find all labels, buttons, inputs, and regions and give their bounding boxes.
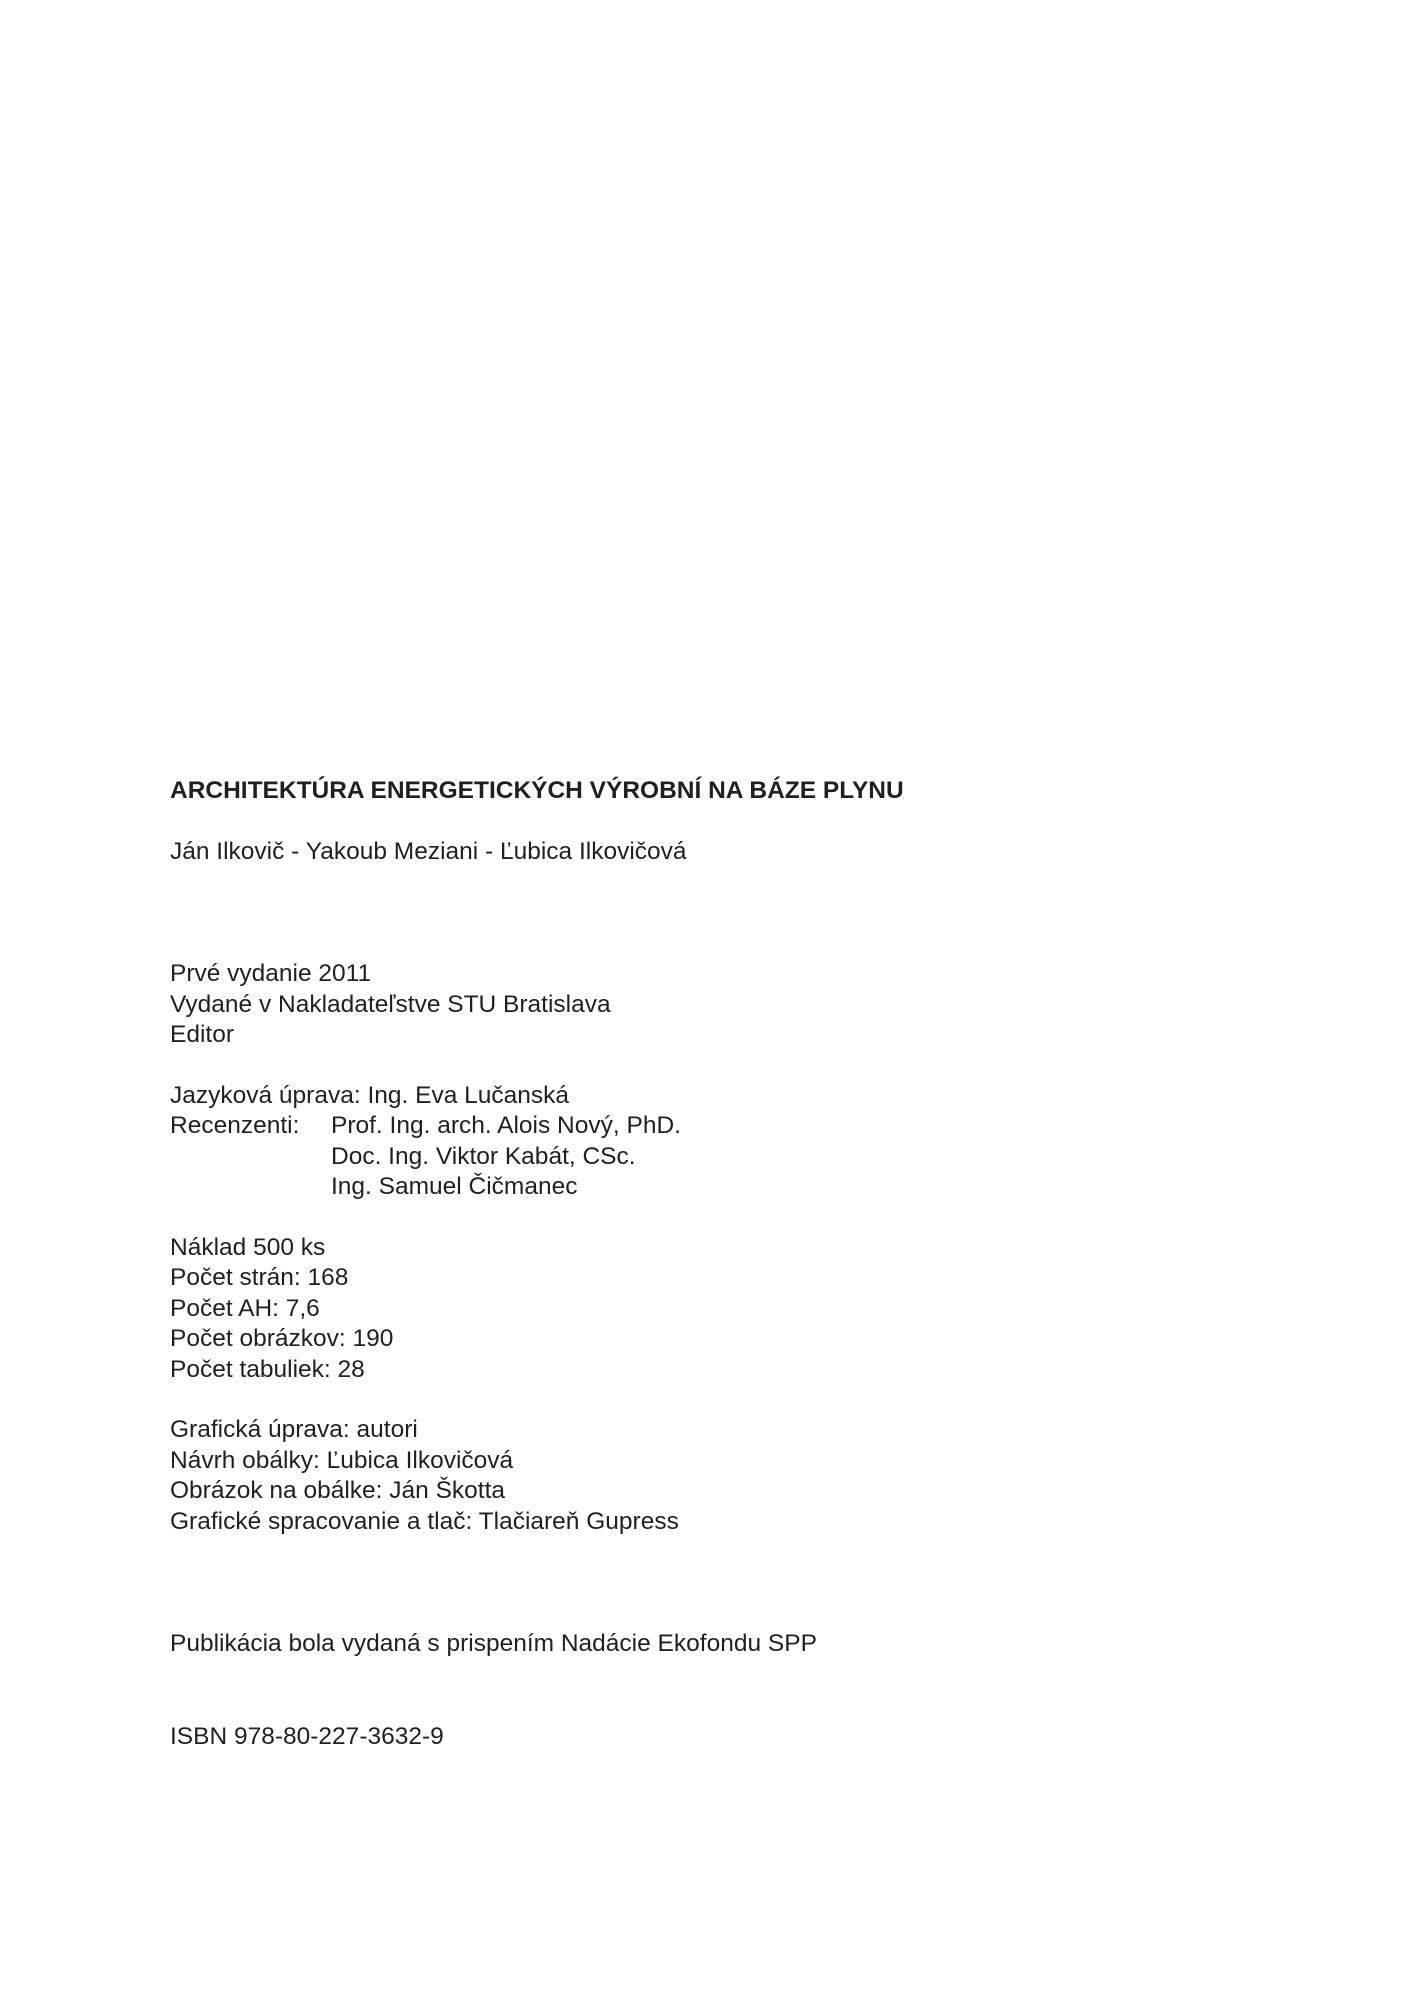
- reviewers-list: [331, 1111, 681, 1203]
- graphic-design-line: Grafická úprava: autori: [170, 1416, 418, 1443]
- reviewer-name: Ing. Samuel Čičmanec: [331, 1173, 578, 1200]
- support-note: Publikácia bola vydaná s prispením Nadácie Ekofondu SPP: [170, 1630, 817, 1657]
- cover-image-line: Obrázok na obálke: Ján Škotta: [170, 1477, 506, 1504]
- colophon: [170, 776, 1270, 1752]
- reviewers: [170, 1111, 1270, 1203]
- publisher-line: Vydané v Nakladateľstve STU Bratislava: [170, 990, 611, 1018]
- reviewer-name: Prof. Ing. arch. Alois Nový, PhD.: [331, 1112, 681, 1139]
- isbn: ISBN 978-80-227-3632-9: [170, 1722, 444, 1750]
- figure-count: Počet obrázkov: 190: [170, 1325, 394, 1352]
- print-stats: [170, 1233, 1270, 1386]
- printing-line: Grafické spracovanie a tlač: Tlačiareň Gupress: [170, 1507, 679, 1535]
- edition-number: Prvé vydanie 2011: [170, 960, 372, 987]
- language-edit-line: Jazyková úprava: Ing. Eva Lučanská: [170, 1081, 570, 1109]
- authors-line: Ján Ilkovič - Yakoub Meziani - Ľubica Ilkovičová: [170, 837, 687, 865]
- design-credits: [170, 1415, 1270, 1537]
- page-count: Počet strán: 168: [170, 1264, 349, 1291]
- author-sheets: Počet AH: 7,6: [170, 1294, 320, 1322]
- reviewer-name: Doc. Ing. Viktor Kabát, CSc.: [331, 1142, 636, 1170]
- table-count: Počet tabuliek: 28: [170, 1355, 365, 1383]
- edition-info: [170, 959, 1270, 1051]
- credits-block: [170, 1081, 1270, 1203]
- cover-design-line: Návrh obálky: Ľubica Ilkovičová: [170, 1446, 514, 1474]
- book-title: ARCHITEKTÚRA ENERGETICKÝCH VÝROBNÍ NA BÁZE PLYNU: [170, 777, 904, 804]
- editor-line: Editor: [170, 1021, 235, 1048]
- print-run: Náklad 500 ks: [170, 1233, 326, 1261]
- reviewers-label: Recenzenti:: [170, 1112, 300, 1139]
